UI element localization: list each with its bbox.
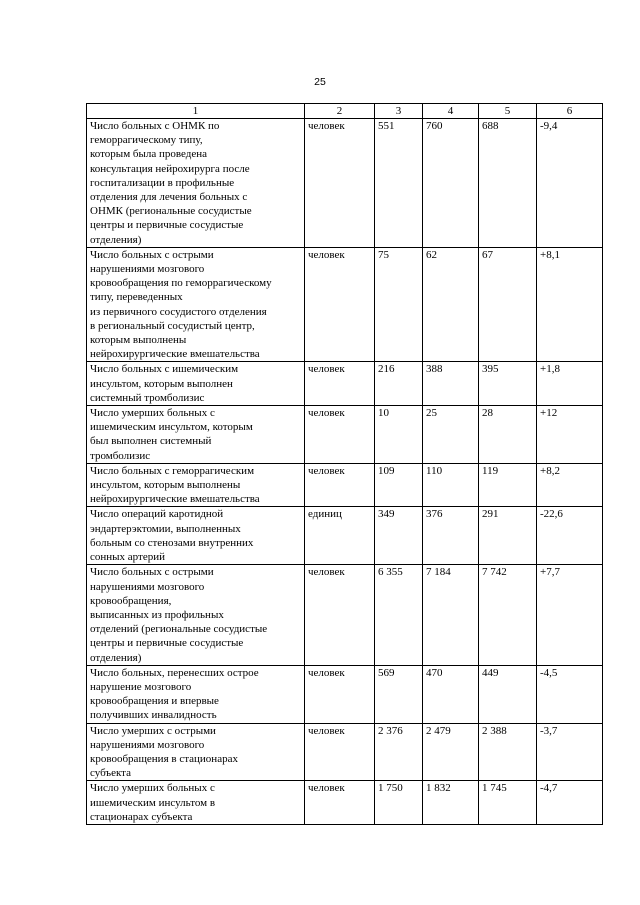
row-change-percent: +7,7 bbox=[537, 565, 603, 665]
row-unit: единиц bbox=[305, 507, 375, 565]
row-value-col4: 110 bbox=[423, 463, 479, 507]
row-change-percent: +1,8 bbox=[537, 362, 603, 406]
row-value-col5: 291 bbox=[479, 507, 537, 565]
row-value-col5: 2 388 bbox=[479, 723, 537, 781]
row-description: Число больных, перенесших острое нарушение мозгового кровообращения и впервые получивших инвалидность bbox=[87, 665, 305, 723]
row-value-col4: 25 bbox=[423, 406, 479, 464]
header-row bbox=[87, 104, 603, 119]
table-row bbox=[87, 781, 603, 825]
row-description: Число умерших больных с ишемическим инсультом в стационарах субъекта bbox=[87, 781, 305, 825]
row-change-percent: +8,1 bbox=[537, 247, 603, 362]
row-change-percent: -4,7 bbox=[537, 781, 603, 825]
row-value-col3: 551 bbox=[375, 119, 423, 248]
row-unit: человек bbox=[305, 406, 375, 464]
row-description: Число больных с геморрагическим инсультом, которым выполнены нейрохирургические вмешательства bbox=[87, 463, 305, 507]
table-row bbox=[87, 665, 603, 723]
row-description: Число операций каротидной эндартерэктомии, выполненных больным со стенозами внутренних сонных артерий bbox=[87, 507, 305, 565]
row-value-col3: 10 bbox=[375, 406, 423, 464]
row-value-col4: 2 479 bbox=[423, 723, 479, 781]
row-description: Число больных с острыми нарушениями мозгового кровообращения по геморрагическому типу, переведенных из первичного сосудистого отделения в региональный сосудистый центр, которым выполнены нейрохирургические вмешательства bbox=[87, 247, 305, 362]
column-header-4: 4 bbox=[423, 104, 479, 119]
row-value-col3: 349 bbox=[375, 507, 423, 565]
statistics-table bbox=[86, 103, 603, 825]
row-value-col5: 1 745 bbox=[479, 781, 537, 825]
row-description: Число умерших с острыми нарушениями мозгового кровообращения в стационарах субъекта bbox=[87, 723, 305, 781]
table-row bbox=[87, 362, 603, 406]
row-change-percent: -4,5 bbox=[537, 665, 603, 723]
row-value-col3: 2 376 bbox=[375, 723, 423, 781]
row-value-col4: 376 bbox=[423, 507, 479, 565]
row-unit: человек bbox=[305, 565, 375, 665]
row-value-col5: 395 bbox=[479, 362, 537, 406]
row-unit: человек bbox=[305, 463, 375, 507]
row-value-col3: 75 bbox=[375, 247, 423, 362]
row-value-col5: 67 bbox=[479, 247, 537, 362]
row-value-col4: 470 bbox=[423, 665, 479, 723]
table-row bbox=[87, 565, 603, 665]
table-row bbox=[87, 507, 603, 565]
column-header-3: 3 bbox=[375, 104, 423, 119]
table-row bbox=[87, 119, 603, 248]
row-change-percent: +8,2 bbox=[537, 463, 603, 507]
row-description: Число умерших больных с ишемическим инсультом, которым был выполнен системный тромболизис bbox=[87, 406, 305, 464]
row-value-col5: 449 bbox=[479, 665, 537, 723]
row-change-percent: -22,6 bbox=[537, 507, 603, 565]
row-description: Число больных с острыми нарушениями мозгового кровообращения, выписанных из профильных отделений (региональные сосудистые центры и первичные сосудистые отделения) bbox=[87, 565, 305, 665]
row-unit: человек bbox=[305, 781, 375, 825]
row-value-col3: 109 bbox=[375, 463, 423, 507]
row-value-col3: 1 750 bbox=[375, 781, 423, 825]
row-change-percent: -3,7 bbox=[537, 723, 603, 781]
row-unit: человек bbox=[305, 119, 375, 248]
row-change-percent: +12 bbox=[537, 406, 603, 464]
column-header-6: 6 bbox=[537, 104, 603, 119]
column-header-5: 5 bbox=[479, 104, 537, 119]
row-description: Число больных с ОНМК по геморрагическому типу, которым была проведена консультация нейрохирурга после госпитализации в профильные отделения для лечения больных с ОНМК (региональные сосудистые центры и первичные сосудистые отделения) bbox=[87, 119, 305, 248]
row-unit: человек bbox=[305, 362, 375, 406]
row-value-col5: 7 742 bbox=[479, 565, 537, 665]
row-change-percent: -9,4 bbox=[537, 119, 603, 248]
column-header-1: 1 bbox=[87, 104, 305, 119]
table-row bbox=[87, 406, 603, 464]
row-value-col3: 6 355 bbox=[375, 565, 423, 665]
row-unit: человек bbox=[305, 247, 375, 362]
row-value-col5: 28 bbox=[479, 406, 537, 464]
table-row bbox=[87, 723, 603, 781]
row-value-col4: 760 bbox=[423, 119, 479, 248]
row-value-col4: 388 bbox=[423, 362, 479, 406]
row-value-col4: 1 832 bbox=[423, 781, 479, 825]
row-value-col4: 62 bbox=[423, 247, 479, 362]
row-value-col5: 688 bbox=[479, 119, 537, 248]
column-header-2: 2 bbox=[305, 104, 375, 119]
row-value-col3: 216 bbox=[375, 362, 423, 406]
table-row bbox=[87, 463, 603, 507]
page-number: 25 bbox=[314, 76, 326, 88]
row-value-col4: 7 184 bbox=[423, 565, 479, 665]
row-value-col3: 569 bbox=[375, 665, 423, 723]
row-description: Число больных с ишемическим инсультом, которым выполнен системный тромболизис bbox=[87, 362, 305, 406]
row-value-col5: 119 bbox=[479, 463, 537, 507]
row-unit: человек bbox=[305, 665, 375, 723]
table-row bbox=[87, 247, 603, 362]
row-unit: человек bbox=[305, 723, 375, 781]
